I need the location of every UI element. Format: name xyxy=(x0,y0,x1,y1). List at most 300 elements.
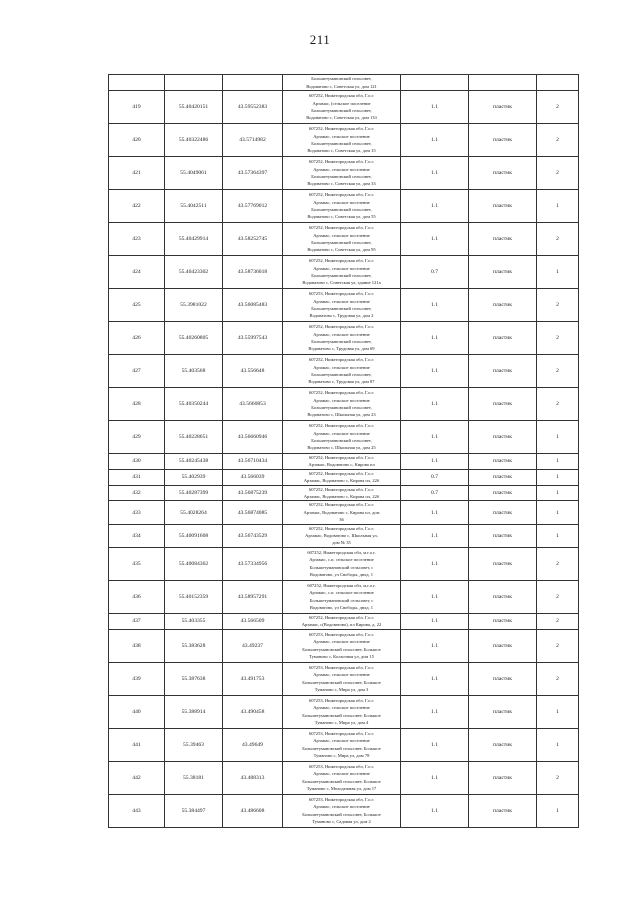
longitude-cell: 43.56874085 xyxy=(223,501,283,524)
latitude-cell: 55.40260805 xyxy=(165,322,223,355)
longitude-cell: 43.59552383 xyxy=(223,91,283,124)
material-cell: пластик xyxy=(469,695,537,728)
longitude-cell: 43.56743529 xyxy=(223,524,283,547)
address-line: Большетумановский сельсовет, xyxy=(311,372,372,377)
longitude-cell: 43.58957291 xyxy=(223,580,283,613)
address-line: Водоватово с, Трудовая ул, дом 87 xyxy=(308,379,375,385)
count-cell: 1 xyxy=(537,524,579,547)
address-line: Большетумановский сельсовет, Большое xyxy=(302,811,381,817)
address-line: Арзамас, сельское поселение xyxy=(313,430,370,436)
table-row xyxy=(109,256,579,289)
address-line: 607252, Нижегородская обл, Г.о.г. xyxy=(308,93,375,99)
table-row xyxy=(109,728,579,761)
address-cell xyxy=(283,469,401,485)
address-line: Арзамас, сельское поселение xyxy=(313,331,370,337)
latitude-cell: 55.40228651 xyxy=(165,421,223,454)
address-line: 607252, Нижегородская обл, Г.о.г. xyxy=(308,614,375,620)
material-cell: пластик xyxy=(469,454,537,470)
count-cell: 1 xyxy=(537,469,579,485)
row-number: 426 xyxy=(109,322,165,355)
row-number: 436 xyxy=(109,580,165,613)
table-row xyxy=(109,388,579,421)
address-cell xyxy=(283,91,401,124)
longitude-cell: 43.55997543 xyxy=(223,322,283,355)
material-cell: пластик xyxy=(469,501,537,524)
count-cell: 2 xyxy=(537,580,579,613)
table-row xyxy=(109,91,579,124)
material-cell: пластик xyxy=(469,322,537,355)
address-line: Арзамас, сельское поселение xyxy=(313,364,370,370)
address-line: 607252, Нижегородская обл, Г.о.г. xyxy=(308,470,375,476)
address-line: Большетумановский сельсовет, Большое xyxy=(302,778,381,784)
volume-cell: 1.1 xyxy=(401,289,469,322)
longitude-cell: 43.49237 xyxy=(223,629,283,662)
address-line: Арзамас, с(Водоватово), пл Кирова, д. 22 xyxy=(301,622,382,628)
row-number: 431 xyxy=(109,469,165,485)
row-number: 438 xyxy=(109,629,165,662)
address-line: Большетумановский сельсовет, xyxy=(311,108,372,113)
row-number: 419 xyxy=(109,91,165,124)
count-cell: 2 xyxy=(537,388,579,421)
latitude-cell: 55.40287399 xyxy=(165,485,223,501)
address-line: Большетумановский сельсовет, Большое xyxy=(302,712,381,718)
longitude-cell xyxy=(223,75,283,91)
row-number: 441 xyxy=(109,728,165,761)
table-row xyxy=(109,695,579,728)
address-line: Арзамас, сельское поселение xyxy=(313,199,370,205)
address-line: Водоватово с, Советская ул, дом 95 xyxy=(307,247,376,253)
address-line: Арзамас, сельское поселение xyxy=(313,738,370,744)
address-line: Арзамас, Водоватово с, Кирова пл, 22б xyxy=(303,478,380,484)
address-line: Большетумановский сельсовет, с xyxy=(309,597,374,603)
volume-cell: 1.1 xyxy=(401,613,469,629)
latitude-cell: 55.40350244 xyxy=(165,388,223,421)
latitude-cell: 55.3981022 xyxy=(165,289,223,322)
volume-cell: 0.7 xyxy=(401,256,469,289)
material-cell: пластик xyxy=(469,580,537,613)
material-cell: пластик xyxy=(469,761,537,794)
count-cell: 1 xyxy=(537,794,579,827)
address-line: Водоватово с, Трудовая ул, дом 69 xyxy=(308,346,375,352)
row-number: 440 xyxy=(109,695,165,728)
table-row xyxy=(109,454,579,470)
address-line: Арзамас, с.п. сельское поселение xyxy=(309,557,374,563)
address-line: дом № 35 xyxy=(332,540,351,546)
count-cell: 2 xyxy=(537,124,579,157)
latitude-cell: 55.383628 xyxy=(165,629,223,662)
material-cell: пластик xyxy=(469,485,537,501)
address-line: 607253, Нижегородская обл, Г.о.г. xyxy=(308,665,375,671)
latitude-cell: 55.4028264 xyxy=(165,501,223,524)
address-line: Арзамас, сельское поселение xyxy=(313,804,370,810)
latitude-cell: 55.40322486 xyxy=(165,124,223,157)
material-cell: пластик xyxy=(469,190,537,223)
count-cell: 2 xyxy=(537,662,579,695)
longitude-cell: 43.57364397 xyxy=(223,157,283,190)
address-cell xyxy=(283,190,401,223)
count-cell: 2 xyxy=(537,322,579,355)
address-line: Водоватово, ул Свободы, двлд. 1 xyxy=(309,605,374,611)
longitude-cell: 43.56660946 xyxy=(223,421,283,454)
table-row xyxy=(109,223,579,256)
address-cell xyxy=(283,124,401,157)
latitude-cell: 55.38181 xyxy=(165,761,223,794)
material-cell: пластик xyxy=(469,289,537,322)
count-cell: 2 xyxy=(537,91,579,124)
address-cell xyxy=(283,580,401,613)
table-row xyxy=(109,469,579,485)
address-cell xyxy=(283,75,401,91)
latitude-cell: 55.384497 xyxy=(165,794,223,827)
address-line: Большетумановский сельсовет, Большое xyxy=(302,745,381,751)
address-line: Водоватово с, Советская ул, дом 133 xyxy=(306,115,377,121)
table-row xyxy=(109,124,579,157)
row-number: 439 xyxy=(109,662,165,695)
row-number: 424 xyxy=(109,256,165,289)
latitude-cell: 55.40084362 xyxy=(165,547,223,580)
table-body xyxy=(109,75,579,828)
address-cell xyxy=(283,728,401,761)
address-line: Водоватово с, Советская ул, дом 121 xyxy=(306,83,377,89)
count-cell: 2 xyxy=(537,761,579,794)
address-line: 607252, Нижегородская обл, Г.о.г. xyxy=(308,357,375,363)
address-line: Водоватово с, Советская ул, дом 33 xyxy=(307,181,376,187)
longitude-cell: 43.56710434 xyxy=(223,454,283,470)
address-line: 607252, Нижегородская обл, Г.о.г. xyxy=(308,126,375,132)
material-cell: пластик xyxy=(469,91,537,124)
longitude-cell: 43.490458 xyxy=(223,695,283,728)
address-line: Арзамас, сельское поселение xyxy=(313,265,370,271)
volume-cell: 1.1 xyxy=(401,662,469,695)
address-line: Арзамас, сельское поселение xyxy=(313,133,370,139)
address-line: Туманово с, Садовая ул, дом 2 xyxy=(312,819,371,825)
row-number: 442 xyxy=(109,761,165,794)
address-cell xyxy=(283,524,401,547)
address-line: 607252, Нижегородская обл, м.г.о.г. xyxy=(307,550,376,556)
volume-cell: 1.1 xyxy=(401,388,469,421)
volume-cell: 1.1 xyxy=(401,501,469,524)
address-line: Водоватово с, Советская ул, дом 15 xyxy=(307,148,376,154)
volume-cell: 1.1 xyxy=(401,355,469,388)
row-number xyxy=(109,75,165,91)
table-row xyxy=(109,613,579,629)
address-line: 607252, Нижегородская обл, Г.о.г. xyxy=(308,324,375,330)
row-number: 427 xyxy=(109,355,165,388)
address-line: 607253, Нижегородская обл, Г.о.г. xyxy=(308,797,375,803)
address-line: Большетумановский сельсовет, xyxy=(311,174,372,179)
table-row xyxy=(109,580,579,613)
address-line: Большетумановский сельсовет, xyxy=(311,339,372,344)
count-cell: 1 xyxy=(537,485,579,501)
address-cell xyxy=(283,547,401,580)
address-cell xyxy=(283,157,401,190)
address-line: Большетумановский сельсовет, с xyxy=(309,564,374,570)
address-line: Туманово с, Молодежная ул, дом 17 xyxy=(306,786,377,792)
longitude-cell: 43.556648 xyxy=(223,355,283,388)
row-number: 423 xyxy=(109,223,165,256)
count-cell: 2 xyxy=(537,629,579,662)
row-number: 437 xyxy=(109,613,165,629)
longitude-cell: 43.57769012 xyxy=(223,190,283,223)
material-cell: пластик xyxy=(469,662,537,695)
material-cell: пластик xyxy=(469,124,537,157)
container-sites-table xyxy=(108,74,579,828)
table-row xyxy=(109,629,579,662)
address-line: 607252, Нижегородская обл, Г.о.г. xyxy=(308,502,375,508)
address-line: Арзамас, сельское поселение xyxy=(313,672,370,678)
count-cell: 1 xyxy=(537,728,579,761)
address-line: Большетумановский сельсовет, xyxy=(311,306,372,311)
longitude-cell: 43.58736018 xyxy=(223,256,283,289)
address-line: Арзамас, сельское поселение xyxy=(313,705,370,711)
material-cell: пластик xyxy=(469,547,537,580)
longitude-cell: 43.486608 xyxy=(223,794,283,827)
row-number: 435 xyxy=(109,547,165,580)
address-line: Большетумановский сельсовет, Большое xyxy=(302,646,381,652)
volume-cell: 1.1 xyxy=(401,124,469,157)
latitude-cell: 55.40420151 xyxy=(165,91,223,124)
address-line: Арзамас, сельское поселение xyxy=(313,639,370,645)
count-cell: 1 xyxy=(537,454,579,470)
address-cell xyxy=(283,454,401,470)
address-line: 607252, Нижегородская обл, Г.о.г. xyxy=(308,225,375,231)
table-row xyxy=(109,524,579,547)
address-line: 607252, Нижегородская обл, Г.о.г. xyxy=(308,390,375,396)
latitude-cell: 55.40152359 xyxy=(165,580,223,613)
volume-cell: 1.1 xyxy=(401,421,469,454)
latitude-cell: 55.388914 xyxy=(165,695,223,728)
address-line: Большетумановский сельсовет, xyxy=(311,405,372,410)
material-cell: пластик xyxy=(469,794,537,827)
material-cell: пластик xyxy=(469,355,537,388)
address-line: Большетумановский сельсовет, xyxy=(311,438,372,443)
material-cell xyxy=(469,75,537,91)
address-line: 607252, Нижегородская обл, м.г.о.г. xyxy=(307,583,376,589)
address-cell xyxy=(283,501,401,524)
latitude-cell xyxy=(165,75,223,91)
address-cell xyxy=(283,695,401,728)
address-line: 607252, Нижегородская обл, Г.о.г. xyxy=(308,423,375,429)
longitude-cell: 43.5714982 xyxy=(223,124,283,157)
address-line: Арзамас, сельское поселение xyxy=(313,771,370,777)
address-cell xyxy=(283,761,401,794)
volume-cell: 1.1 xyxy=(401,91,469,124)
material-cell: пластик xyxy=(469,223,537,256)
latitude-cell: 55.40423302 xyxy=(165,256,223,289)
address-line: Водоватово с, Школьная ул, дом 25 xyxy=(307,445,376,451)
address-line: Арзамас, Водоватово с, Школьная ул, xyxy=(305,533,378,539)
longitude-cell: 43.566039 xyxy=(223,469,283,485)
address-line: 607253, Нижегородская обл, Г.о.г. xyxy=(308,698,375,704)
address-line: 607252, Нижегородская обл, Г.о.г. xyxy=(308,486,375,492)
volume-cell: 1.1 xyxy=(401,524,469,547)
address-line: Водоватово с, Школьная ул, дом 23 xyxy=(307,412,376,418)
longitude-cell: 43.5660853 xyxy=(223,388,283,421)
count-cell: 2 xyxy=(537,223,579,256)
row-number: 429 xyxy=(109,421,165,454)
address-line: 607253, Нижегородская обл, Г.о.г. xyxy=(308,632,375,638)
longitude-cell: 43.56085483 xyxy=(223,289,283,322)
material-cell: пластик xyxy=(469,629,537,662)
volume-cell xyxy=(401,75,469,91)
material-cell: пластик xyxy=(469,256,537,289)
table-row xyxy=(109,794,579,827)
address-line: Водоватово с, Трудовая ул, дом 2 xyxy=(309,313,374,319)
address-line: Большетумановский сельсовет, xyxy=(311,141,372,146)
address-cell xyxy=(283,794,401,827)
count-cell xyxy=(537,75,579,91)
latitude-cell: 55.40091608 xyxy=(165,524,223,547)
address-line: Туманово с, Колхозная ул, дом 15 xyxy=(309,654,374,660)
material-cell: пластик xyxy=(469,469,537,485)
table-row xyxy=(109,322,579,355)
count-cell: 1 xyxy=(537,501,579,524)
longitude-cell: 43.58252745 xyxy=(223,223,283,256)
row-number: 434 xyxy=(109,524,165,547)
address-line: Арзамас, сельское поселение xyxy=(313,166,370,172)
longitude-cell: 43.56875239 xyxy=(223,485,283,501)
count-cell: 1 xyxy=(537,421,579,454)
latitude-cell: 55.40245438 xyxy=(165,454,223,470)
row-number: 421 xyxy=(109,157,165,190)
row-number: 425 xyxy=(109,289,165,322)
address-line: Арзамас, сельское поселение xyxy=(313,397,370,403)
address-cell xyxy=(283,629,401,662)
volume-cell: 1.1 xyxy=(401,580,469,613)
table-row xyxy=(109,289,579,322)
row-number: 428 xyxy=(109,388,165,421)
table-row xyxy=(109,761,579,794)
longitude-cell: 43.49649 xyxy=(223,728,283,761)
count-cell: 1 xyxy=(537,695,579,728)
address-line: 607253, Нижегородская обл, Г.о.г. xyxy=(308,291,375,297)
page-number: 211 xyxy=(309,32,331,47)
address-line: Туманово с, Мира ул, дом 3 xyxy=(314,687,369,693)
address-cell xyxy=(283,421,401,454)
count-cell: 2 xyxy=(537,289,579,322)
address-line: Большетумановский сельсовет, xyxy=(311,273,372,278)
address-line: Арзамас, с.п. сельское поселение xyxy=(309,590,374,596)
volume-cell: 1.1 xyxy=(401,728,469,761)
volume-cell: 1.1 xyxy=(401,794,469,827)
volume-cell: 0.7 xyxy=(401,469,469,485)
address-cell xyxy=(283,223,401,256)
latitude-cell: 55.402939 xyxy=(165,469,223,485)
longitude-cell: 43.488313 xyxy=(223,761,283,794)
address-line: Туманово с, Мира ул, дом 78 xyxy=(313,753,370,759)
latitude-cell: 55.387638 xyxy=(165,662,223,695)
table-row xyxy=(109,485,579,501)
address-line: Водоватово, ул Свободы, двлд. 1 xyxy=(309,572,374,578)
address-line: Большетумановский сельсовет, xyxy=(311,207,372,212)
address-line: Большетумановский сельсовет, xyxy=(311,240,372,245)
address-line: 607252, Нижегородская обл, Г.о.г. xyxy=(308,258,375,264)
address-line: Водоватово с, Советская ул, дом 55 xyxy=(307,214,376,220)
address-line: Большетумановский сельсовет, xyxy=(311,76,372,82)
address-line: 607252, Нижегородская обл, Г.о.г. xyxy=(308,192,375,198)
latitude-cell: 55.40429914 xyxy=(165,223,223,256)
table-row xyxy=(109,75,579,91)
volume-cell: 1.1 xyxy=(401,223,469,256)
address-line: Арзамас, Водоватово с, Кирова пл, дом xyxy=(303,509,380,515)
address-cell xyxy=(283,662,401,695)
address-line: Арзамас, Водоватово с, Кирова пл, 22б xyxy=(303,494,380,500)
address-line: 36 xyxy=(339,517,344,523)
volume-cell: 1.1 xyxy=(401,761,469,794)
table-row xyxy=(109,547,579,580)
latitude-cell: 55.4049061 xyxy=(165,157,223,190)
volume-cell: 1.1 xyxy=(401,629,469,662)
address-line: 607252, Нижегородская обл, Г.о.г. xyxy=(308,525,375,531)
table-row xyxy=(109,355,579,388)
latitude-cell: 55.39463 xyxy=(165,728,223,761)
address-line: Большетумановский сельсовет, Большое xyxy=(302,679,381,685)
count-cell: 2 xyxy=(537,157,579,190)
address-line: Арзамас, сельское поселение xyxy=(313,298,370,304)
material-cell: пластик xyxy=(469,388,537,421)
longitude-cell: 43.491753 xyxy=(223,662,283,695)
address-cell xyxy=(283,355,401,388)
table-row xyxy=(109,190,579,223)
count-cell: 1 xyxy=(537,190,579,223)
count-cell: 2 xyxy=(537,355,579,388)
address-cell xyxy=(283,485,401,501)
address-line: Арзамас, сельское поселение xyxy=(313,232,370,238)
table-row xyxy=(109,501,579,524)
row-number: 443 xyxy=(109,794,165,827)
material-cell: пластик xyxy=(469,613,537,629)
address-cell xyxy=(283,388,401,421)
latitude-cell: 55.403355 xyxy=(165,613,223,629)
latitude-cell: 55.403568 xyxy=(165,355,223,388)
latitude-cell: 55.4042511 xyxy=(165,190,223,223)
table-row xyxy=(109,421,579,454)
address-line: Арзамас, Водоватово с, Кирова пл xyxy=(308,462,375,468)
address-cell xyxy=(283,289,401,322)
address-line: Туманово с, Мира ул, дом 4 xyxy=(314,720,369,726)
row-number: 430 xyxy=(109,454,165,470)
volume-cell: 1.1 xyxy=(401,454,469,470)
address-cell xyxy=(283,322,401,355)
table-row xyxy=(109,157,579,190)
volume-cell: 1.1 xyxy=(401,547,469,580)
address-line: 607253, Нижегородская обл, Г.о.г. xyxy=(308,731,375,737)
material-cell: пластик xyxy=(469,157,537,190)
row-number: 420 xyxy=(109,124,165,157)
volume-cell: 0.7 xyxy=(401,485,469,501)
row-number: 432 xyxy=(109,485,165,501)
address-line: 607253, Нижегородская обл, Г.о.г. xyxy=(308,764,375,770)
address-cell xyxy=(283,256,401,289)
address-line: Водоватово с, Советская ул, здание 121а xyxy=(302,280,381,286)
volume-cell: 1.1 xyxy=(401,695,469,728)
address-line: 607252, Нижегородская обл, Г.о.г. xyxy=(308,159,375,165)
material-cell: пластик xyxy=(469,524,537,547)
address-line: Арзамас, (сельское поселение xyxy=(312,100,371,106)
row-number: 422 xyxy=(109,190,165,223)
longitude-cell: 43.57334956 xyxy=(223,547,283,580)
material-cell: пластик xyxy=(469,421,537,454)
count-cell: 1 xyxy=(537,256,579,289)
row-number: 433 xyxy=(109,501,165,524)
count-cell: 2 xyxy=(537,613,579,629)
count-cell: 2 xyxy=(537,547,579,580)
address-cell xyxy=(283,613,401,629)
table-row xyxy=(109,662,579,695)
longitude-cell: 43.566509 xyxy=(223,613,283,629)
address-line: 607252, Нижегородская обл, Г.о.г. xyxy=(308,455,375,460)
material-cell: пластик xyxy=(469,728,537,761)
